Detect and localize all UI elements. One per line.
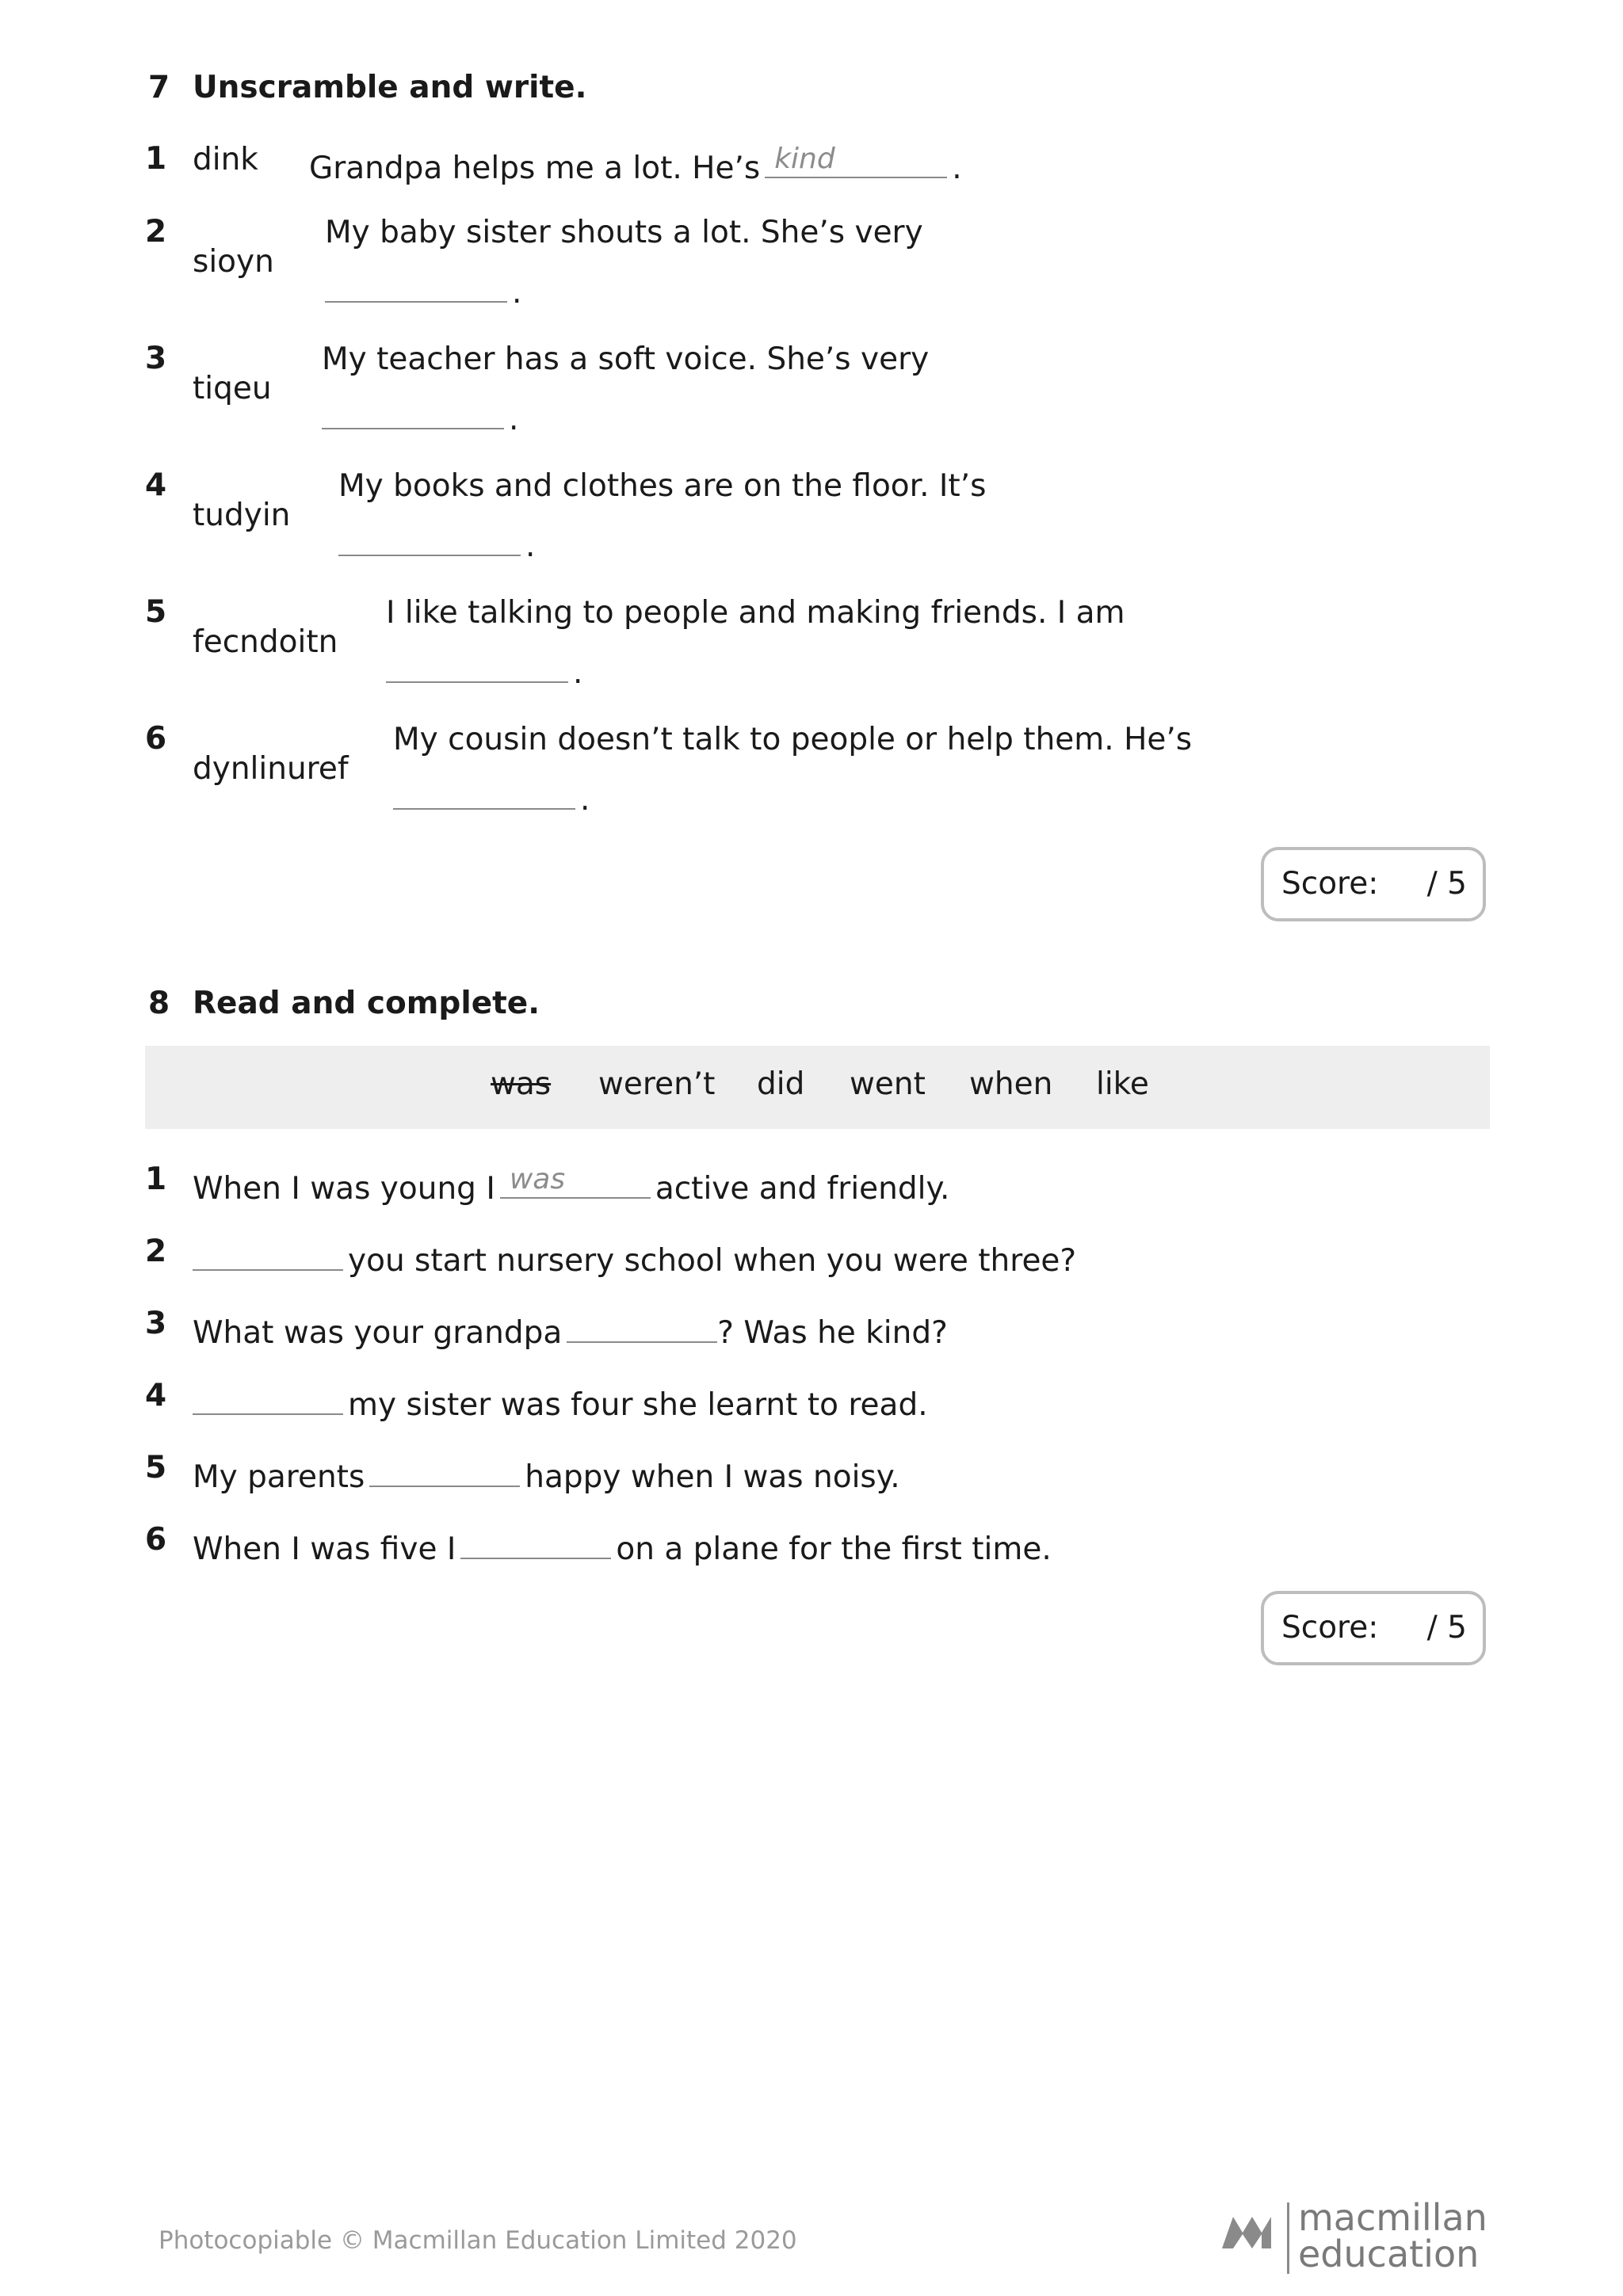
ex7-item-3-scrambled-word: tiqeu <box>193 371 272 406</box>
ex7-item-2-answer-line: . <box>325 266 521 311</box>
ex7-item-1-scrambled-word: dink <box>193 142 258 177</box>
ex8-item-5-answer-blank[interactable] <box>369 1451 520 1487</box>
ex7-item-6-sentence: My cousin doesn’t talk to people or help them. He’s <box>393 722 1193 757</box>
ex7-item-3-answer-line: . <box>322 393 518 437</box>
ex7-item-1-answer-blank[interactable] <box>765 142 947 178</box>
ex7-item-1-text: Grandpa helps me a lot. He’s <box>309 151 761 186</box>
word-bank-item-went: went <box>850 1066 926 1102</box>
ex7-item-3-number: 3 <box>145 341 167 376</box>
macmillan-education-logo <box>1220 2195 1487 2275</box>
ex7-item-2-sentence: My baby sister shouts a lot. She’s very <box>325 215 923 250</box>
ex8-item-4-number: 4 <box>145 1378 167 1413</box>
ex7-item-4-answer-line: . <box>338 520 535 564</box>
ex7-item-2-scrambled-word: sioyn <box>193 244 274 280</box>
exercise-7-title: Unscramble and write. <box>193 70 587 105</box>
ex8-item-6-answer-blank[interactable] <box>460 1523 611 1559</box>
ex8-item-4-answer-blank[interactable] <box>193 1379 343 1415</box>
ex8-item-3-number: 3 <box>145 1306 167 1341</box>
exercise-8-title: Read and complete. <box>193 986 540 1021</box>
logo-text-macmillan: macmillan <box>1298 2196 1487 2239</box>
ex7-item-4-sentence: My books and clothes are on the floor. It’s <box>338 468 987 504</box>
ex7-item-1-sentence: Grandpa helps me a lot. He’s kind . <box>309 143 962 186</box>
ex7-item-6-number: 6 <box>145 721 167 757</box>
ex7-item-4-number: 4 <box>145 467 167 503</box>
ex7-item-3-answer-blank[interactable] <box>322 393 504 429</box>
word-bank-item-when: when <box>969 1066 1053 1102</box>
ex8-item-3-answer-blank[interactable] <box>567 1306 717 1343</box>
exercise-7-number: 7 <box>148 70 170 105</box>
word-bank-item-like: like <box>1096 1066 1149 1102</box>
macmillan-m-icon <box>1220 2209 1273 2252</box>
ex8-item-1-example-answer: was <box>509 1163 566 1196</box>
ex7-item-6-scrambled-word: dynlinuref <box>193 751 349 787</box>
ex8-item-1-number: 1 <box>145 1161 167 1197</box>
ex7-item-5-number: 5 <box>145 594 167 630</box>
ex8-item-3-sentence: What was your grandpa ? Was he kind? <box>193 1306 948 1351</box>
ex8-score-total: / 5 <box>1426 1610 1467 1646</box>
word-bank-item-werent: weren’t <box>598 1066 716 1102</box>
copyright-notice: Photocopiable © Macmillan Education Limited 2020 <box>158 2226 797 2255</box>
ex8-item-2-number: 2 <box>145 1234 167 1269</box>
ex7-item-5-scrambled-word: fecndoitn <box>193 624 338 660</box>
ex8-item-2-sentence: you start nursery school when you were three? <box>193 1234 1076 1279</box>
logo-divider <box>1287 2203 1289 2274</box>
ex8-item-2-answer-blank[interactable] <box>193 1234 343 1271</box>
ex8-item-5-number: 5 <box>145 1450 167 1486</box>
word-bank <box>145 1046 1490 1129</box>
ex8-item-6-sentence: When I was five I on a plane for the first time. <box>193 1523 1052 1567</box>
ex7-item-4-scrambled-word: tudyin <box>193 498 291 533</box>
ex7-score-total: / 5 <box>1426 866 1467 902</box>
ex7-item-5-sentence: I like talking to people and making friends. I am <box>386 595 1125 631</box>
ex7-score-label: Score: <box>1281 866 1379 902</box>
ex7-item-5-answer-line: . <box>386 646 582 691</box>
ex8-score-label: Score: <box>1281 1610 1379 1646</box>
ex8-item-1-sentence: When I was young I was active and friendly. <box>193 1163 950 1207</box>
ex7-item-2-number: 2 <box>145 214 167 250</box>
ex7-item-3-sentence: My teacher has a soft voice. She’s very <box>322 341 930 377</box>
exercise-8-number: 8 <box>148 986 170 1021</box>
ex7-item-6-answer-blank[interactable] <box>393 773 575 810</box>
word-bank-item-was: was <box>491 1066 552 1102</box>
ex8-item-1-answer-blank[interactable] <box>500 1162 651 1199</box>
ex7-item-2-answer-blank[interactable] <box>325 266 507 303</box>
ex7-score-box <box>1261 847 1486 921</box>
ex7-item-5-answer-blank[interactable] <box>386 646 568 683</box>
logo-text-education: education <box>1298 2233 1480 2275</box>
ex7-item-1-example-answer: kind <box>774 143 835 175</box>
ex8-score-box <box>1261 1591 1486 1665</box>
ex8-item-4-sentence: my sister was four she learnt to read. <box>193 1379 928 1423</box>
word-bank-item-did: did <box>757 1066 805 1102</box>
ex8-item-6-number: 6 <box>145 1522 167 1558</box>
ex7-item-1-number: 1 <box>145 141 167 177</box>
ex8-item-5-sentence: My parents happy when I was noisy. <box>193 1451 900 1495</box>
ex7-item-4-answer-blank[interactable] <box>338 520 521 556</box>
ex7-item-6-answer-line: . <box>393 773 590 818</box>
